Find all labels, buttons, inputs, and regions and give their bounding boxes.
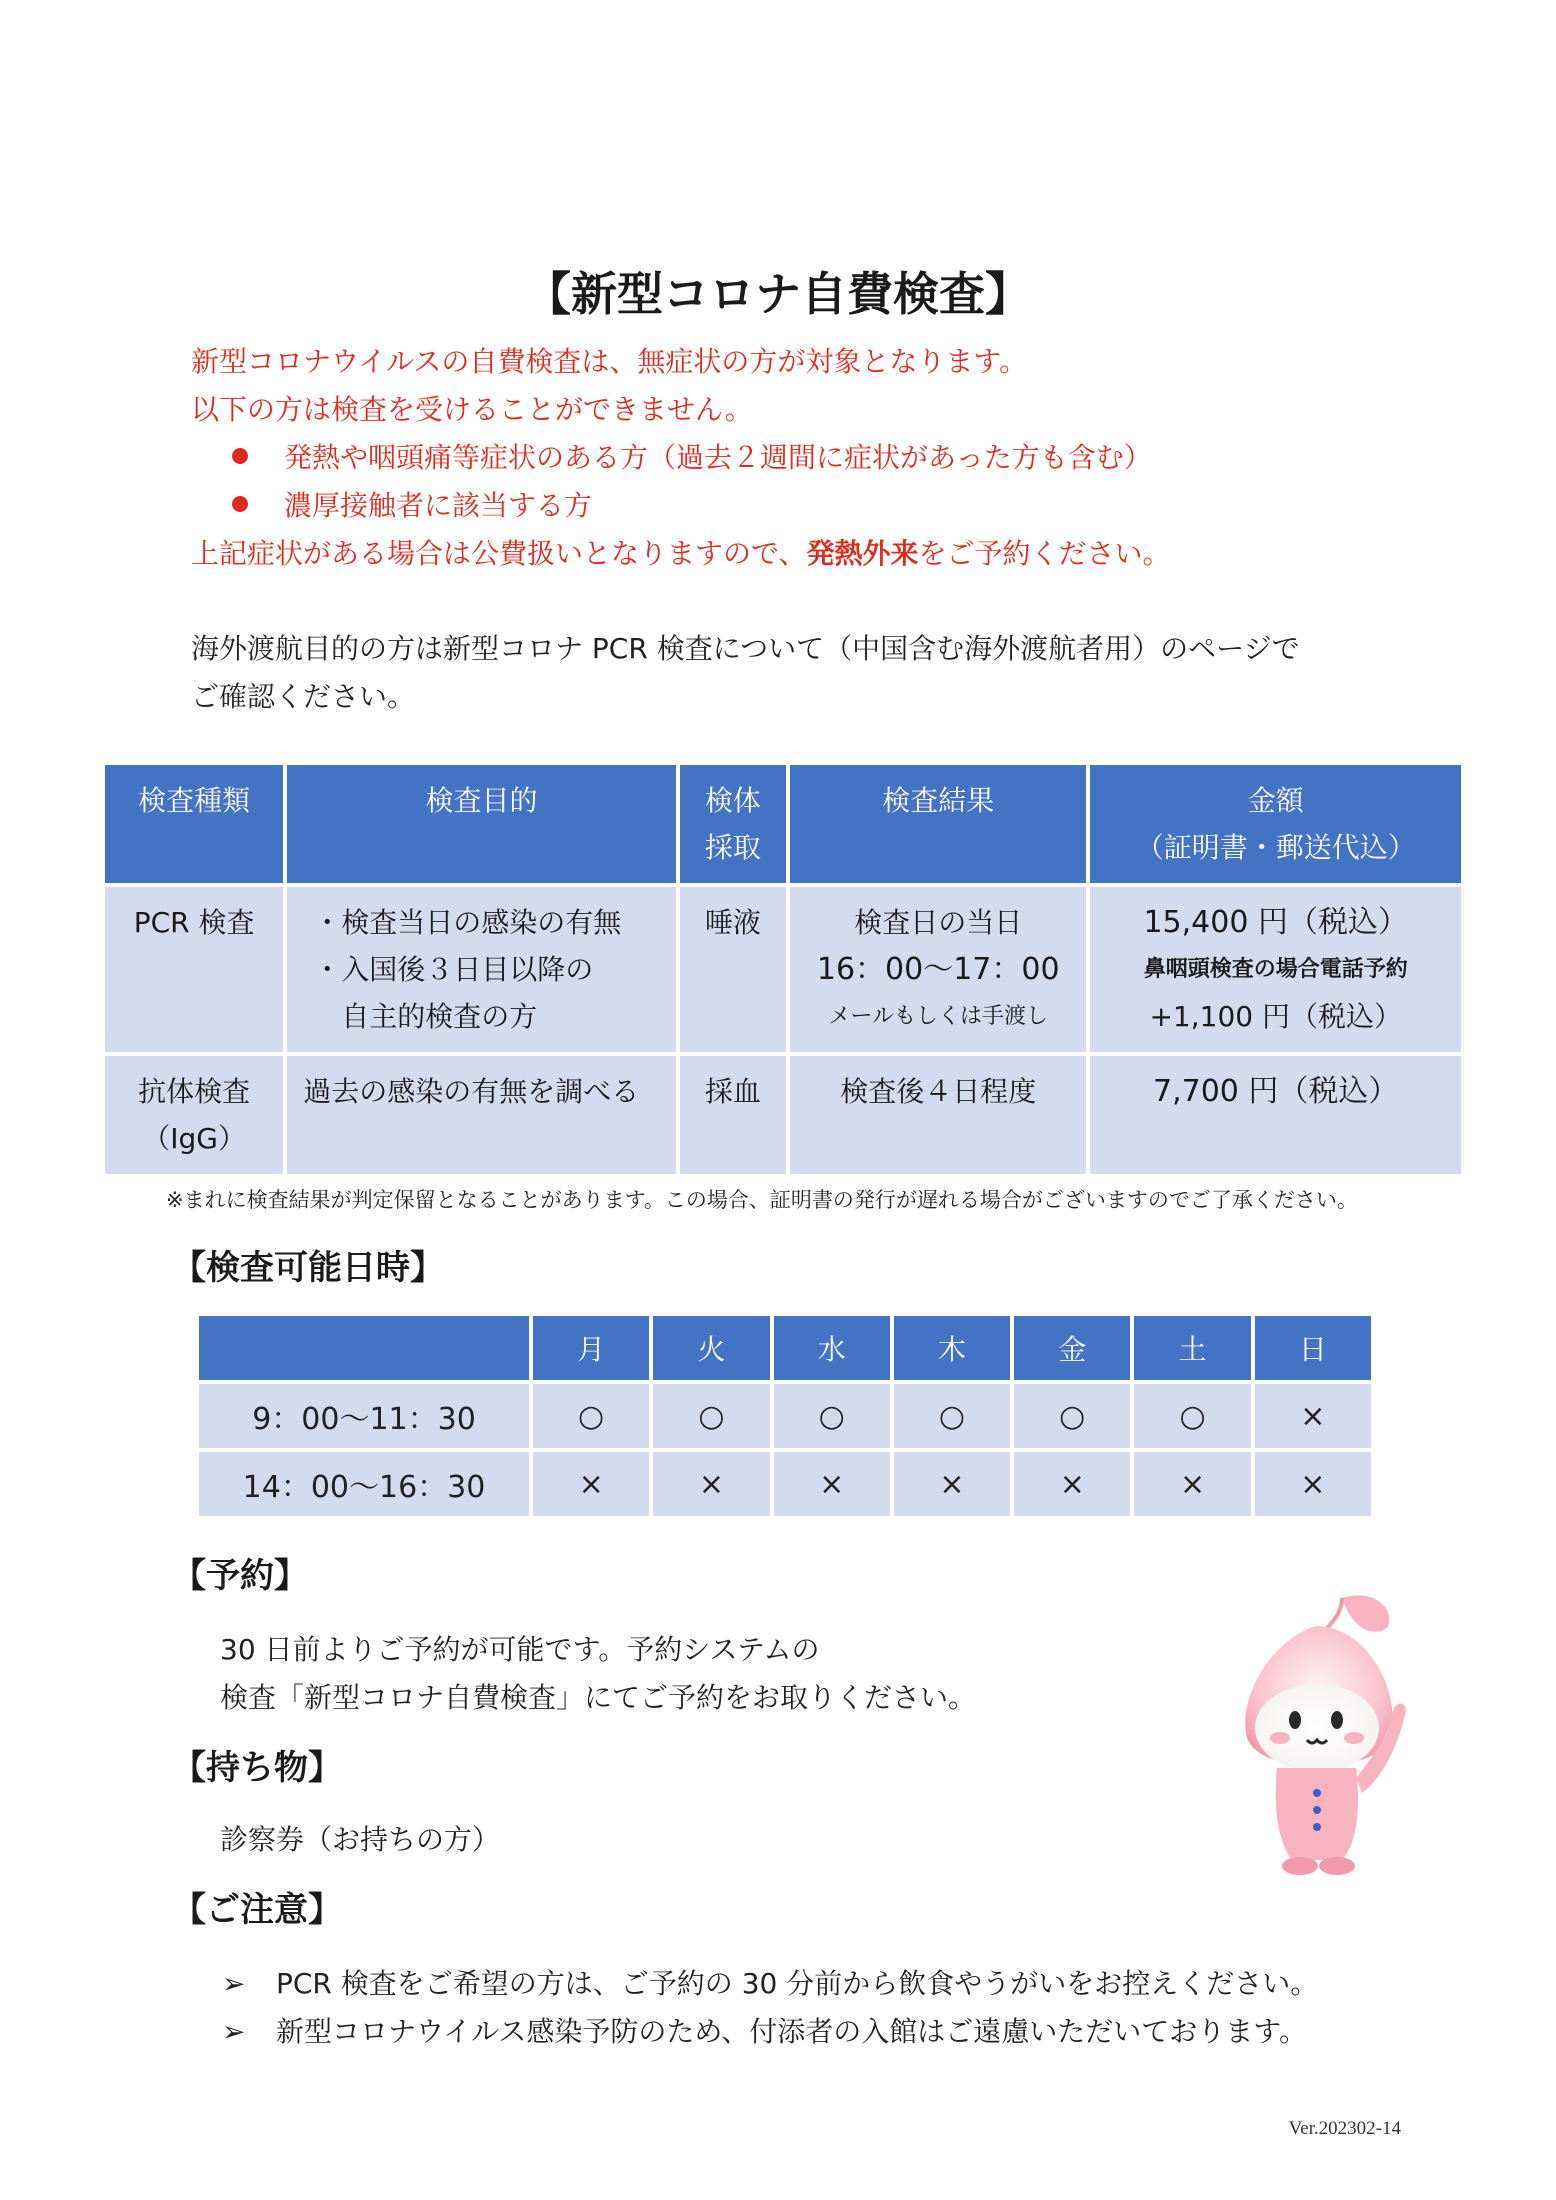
caution-item-2 [222, 2010, 1307, 2050]
fever-clinic-before: 上記症状がある場合は公費扱いとなりますので、 [191, 537, 807, 570]
day-fri: 金 [1014, 1316, 1130, 1380]
caution-item-2-text: 新型コロナウイルス感染予防のため、付添者の入館はご遠慮いただいております。 [276, 2015, 1307, 2048]
schedule-header [199, 1316, 1371, 1380]
mark: × [1134, 1452, 1250, 1516]
row-pcr-result-2: 16：00～17：00 [816, 952, 1060, 987]
mark: ○ [653, 1384, 769, 1448]
header-sample-1: 検体 [704, 784, 761, 817]
day-wed: 水 [774, 1316, 890, 1380]
mark: × [533, 1452, 649, 1516]
day-sun: 日 [1255, 1316, 1371, 1380]
table-row [105, 887, 1461, 1052]
table-row [199, 1384, 1371, 1448]
fever-clinic-link-text: 発熱外来 [806, 537, 919, 570]
row-pcr-price-1: 15,400 円（税込） [1143, 905, 1408, 940]
intro-bullet-1 [232, 436, 1152, 476]
belongings-line: 診察券（お持ちの方） [220, 1823, 501, 1856]
header-result: 検査結果 [882, 784, 995, 817]
table-row [199, 1452, 1371, 1516]
mascot-character-icon [1222, 1588, 1412, 1878]
time-afternoon: 14：00～16：30 [199, 1452, 529, 1516]
row-antibody-type-2: （IgG） [142, 1122, 246, 1155]
row-antibody-purpose: 過去の感染の有無を調べる [303, 1075, 640, 1108]
row-pcr-price-3: +1,100 円（税込） [1149, 1000, 1402, 1033]
row-pcr-purpose-2: ・入国後３日目以降の [313, 953, 594, 986]
intro-bullet-1-text: 発熱や咽頭痛等症状のある方（過去２週間に症状があった方も含む） [284, 441, 1152, 474]
reservation-heading: 【予約】 [172, 1556, 308, 1596]
test-table [101, 761, 1465, 1178]
mark: ○ [774, 1384, 890, 1448]
table-note: ※まれに検査結果が判定保留となることがあります。この場合、証明書の発行が遅れる場合がございますのでご了承ください。 [166, 1188, 1358, 1212]
travel-line-1: 海外渡航目的の方は新型コロナ PCR 検査について（中国含む海外渡航者用）のページで [191, 632, 1300, 665]
reservation-line-2: 検査「新型コロナ自費検査」にてご予約をお取りください。 [220, 1681, 977, 1714]
row-antibody-price: 7,700 円（税込） [1153, 1074, 1399, 1109]
row-pcr-result-1: 検査日の当日 [854, 906, 1023, 939]
intro-line-fever-clinic [191, 532, 1170, 572]
mark: ○ [533, 1384, 649, 1448]
row-antibody-sample: 採血 [704, 1075, 761, 1108]
header-sample-2: 採取 [704, 831, 761, 864]
schedule-heading: 【検査可能日時】 [172, 1248, 444, 1288]
row-pcr-purpose [287, 887, 676, 1052]
mark: × [774, 1452, 890, 1516]
intro-line-target: 新型コロナウイルスの自費検査は、無症状の方が対象となります。 [191, 345, 1028, 378]
travel-line-2: ご確認ください。 [191, 680, 416, 713]
red-bullet-icon [232, 448, 248, 464]
intro-line-excluded: 以下の方は検査を受けることができません。 [191, 393, 753, 426]
mark: × [1014, 1452, 1130, 1516]
page-title: 【新型コロナ自費検査】 [525, 267, 1031, 321]
test-table-header [105, 765, 1461, 883]
row-antibody-result: 検査後４日程度 [840, 1075, 1037, 1108]
header-price-1: 金額 [1247, 784, 1304, 817]
row-pcr-sample: 唾液 [704, 906, 761, 939]
table-row [105, 1056, 1461, 1174]
time-morning: 9：00～11：30 [199, 1384, 529, 1448]
belongings-heading: 【持ち物】 [172, 1748, 342, 1788]
header-purpose: 検査目的 [425, 784, 538, 817]
row-pcr-purpose-3: 自主的検査の方 [341, 1000, 538, 1033]
intro-bullet-2-text: 濃厚接触者に該当する方 [284, 489, 593, 522]
caution-item-1-text: PCR 検査をご希望の方は、ご予約の 30 分前から飲食やうがいをお控えください。 [276, 1967, 1319, 2000]
arrow-bullet-icon: ➢ [222, 1967, 246, 2000]
row-pcr-purpose-1: ・検査当日の感染の有無 [313, 906, 622, 939]
row-antibody-type [105, 1056, 283, 1174]
caution-item-1 [222, 1962, 1318, 2002]
header-type: 検査種類 [138, 784, 251, 817]
version-label: Ver.202302-14 [1288, 2118, 1401, 2139]
mark: × [653, 1452, 769, 1516]
day-tue: 火 [653, 1316, 769, 1380]
fever-clinic-after: をご予約ください。 [918, 537, 1171, 570]
schedule-table [195, 1312, 1375, 1520]
header-sample [680, 765, 786, 883]
row-pcr-type: PCR 検査 [133, 906, 255, 939]
intro-bullet-2 [232, 484, 592, 524]
header-price [1090, 765, 1461, 883]
mark: ○ [894, 1384, 1010, 1448]
red-bullet-icon [232, 496, 248, 512]
day-sat: 土 [1134, 1316, 1250, 1380]
row-pcr-result-3: メールもしくは手渡し [828, 1004, 1048, 1029]
row-pcr-price [1090, 887, 1461, 1052]
mark: × [1255, 1452, 1371, 1516]
arrow-bullet-icon: ➢ [222, 2015, 246, 2048]
day-thu: 木 [894, 1316, 1010, 1380]
mark: × [1255, 1384, 1371, 1448]
caution-heading: 【ご注意】 [172, 1890, 342, 1930]
mark: ○ [1014, 1384, 1130, 1448]
mark: × [894, 1452, 1010, 1516]
row-pcr-price-2: 鼻咽頭検査の場合電話予約 [1143, 957, 1408, 982]
schedule-header-blank [199, 1316, 529, 1380]
reservation-line-1: 30 日前よりご予約が可能です。予約システムの [220, 1633, 820, 1666]
row-pcr-result [790, 887, 1086, 1052]
mark: ○ [1134, 1384, 1250, 1448]
header-price-2: （証明書・郵送代込） [1135, 831, 1416, 864]
row-antibody-type-1: 抗体検査 [138, 1075, 251, 1108]
day-mon: 月 [533, 1316, 649, 1380]
